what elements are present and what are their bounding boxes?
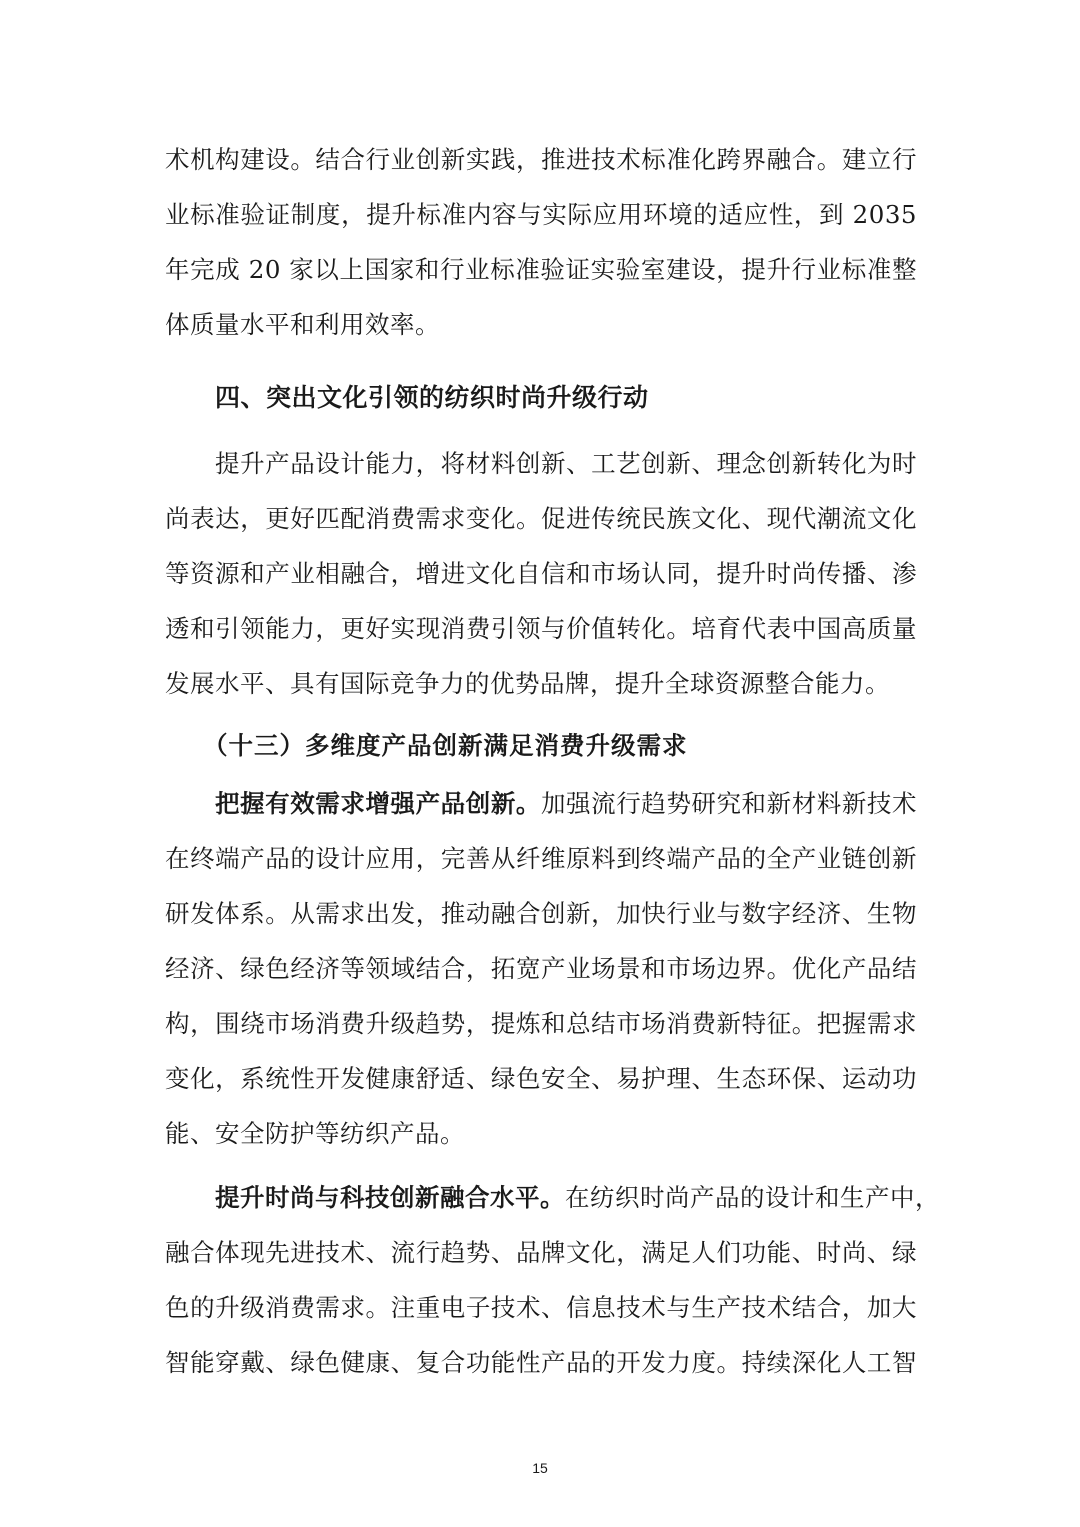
section-heading-text: 四、突出文化引领的纺织时尚升级行动 xyxy=(215,383,649,412)
paragraph-product-innovation xyxy=(165,776,917,1161)
paragraph-standards xyxy=(165,132,917,352)
text-run: 加强流行趋势研究和新材料新技术 xyxy=(540,789,918,818)
text-line xyxy=(165,776,917,831)
bold-lead: 把握有效需求增强产品创新。 xyxy=(215,789,541,818)
text-line: 发展水平、具有国际竞争力的优势品牌，提升全球资源整合能力。 xyxy=(165,669,890,698)
text-line: 等资源和产业相融合，增进文化自信和市场认同，提升时尚传播、渗 xyxy=(165,559,917,588)
subsection-heading xyxy=(165,718,917,773)
text-line: 透和引领能力，更好实现消费引领与价值转化。培育代表中国高质量 xyxy=(165,614,917,643)
text-line: 构，围绕市场消费升级趋势，提炼和总结市场消费新特征。把握需求 xyxy=(165,1009,917,1038)
bold-lead: 提升时尚与科技创新融合水平。 xyxy=(215,1183,565,1212)
text-line: 尚表达，更好匹配消费需求变化。促进传统民族文化、现代潮流文化 xyxy=(165,504,917,533)
text-line: 年完成 20 家以上国家和行业标准验证实验室建设，提升行业标准整 xyxy=(165,255,917,284)
text-line: 提升产品设计能力，将材料创新、工艺创新、理念创新转化为时 xyxy=(215,449,917,478)
paragraph-design xyxy=(165,436,917,711)
text-line: 色的升级消费需求。注重电子技术、信息技术与生产技术结合，加大 xyxy=(165,1293,917,1322)
text-line: 变化，系统性开发健康舒适、绿色安全、易护理、生态环保、运动功 xyxy=(165,1064,917,1093)
text-line: 业标准验证制度，提升标准内容与实际应用环境的适应性，到 2035 xyxy=(165,200,917,229)
section-heading xyxy=(165,370,917,425)
text-line: 研发体系。从需求出发，推动融合创新，加快行业与数字经济、生物 xyxy=(165,899,917,928)
text-line: 能、安全防护等纺织产品。 xyxy=(165,1119,465,1148)
text-run: 在纺织时尚产品的设计和生产中， xyxy=(565,1183,940,1212)
text-line: 融合体现先进技术、流行趋势、品牌文化，满足人们功能、时尚、绿 xyxy=(165,1238,917,1267)
text-line: 体质量水平和利用效率。 xyxy=(165,310,440,339)
paragraph-fashion-tech xyxy=(165,1170,940,1390)
text-line: 术机构建设。结合行业创新实践，推进技术标准化跨界融合。建立行 xyxy=(165,145,917,174)
text-line xyxy=(165,1170,940,1225)
page-number: 15 xyxy=(532,1460,548,1476)
text-line: 在终端产品的设计应用，完善从纤维原料到终端产品的全产业链创新 xyxy=(165,844,917,873)
text-line: 智能穿戴、绿色健康、复合功能性产品的开发力度。持续深化人工智 xyxy=(165,1348,917,1377)
text-line: 经济、绿色经济等领域结合，拓宽产业场景和市场边界。优化产品结 xyxy=(165,954,917,983)
subsection-heading-text: （十三）多维度产品创新满足消费升级需求 xyxy=(203,731,688,760)
